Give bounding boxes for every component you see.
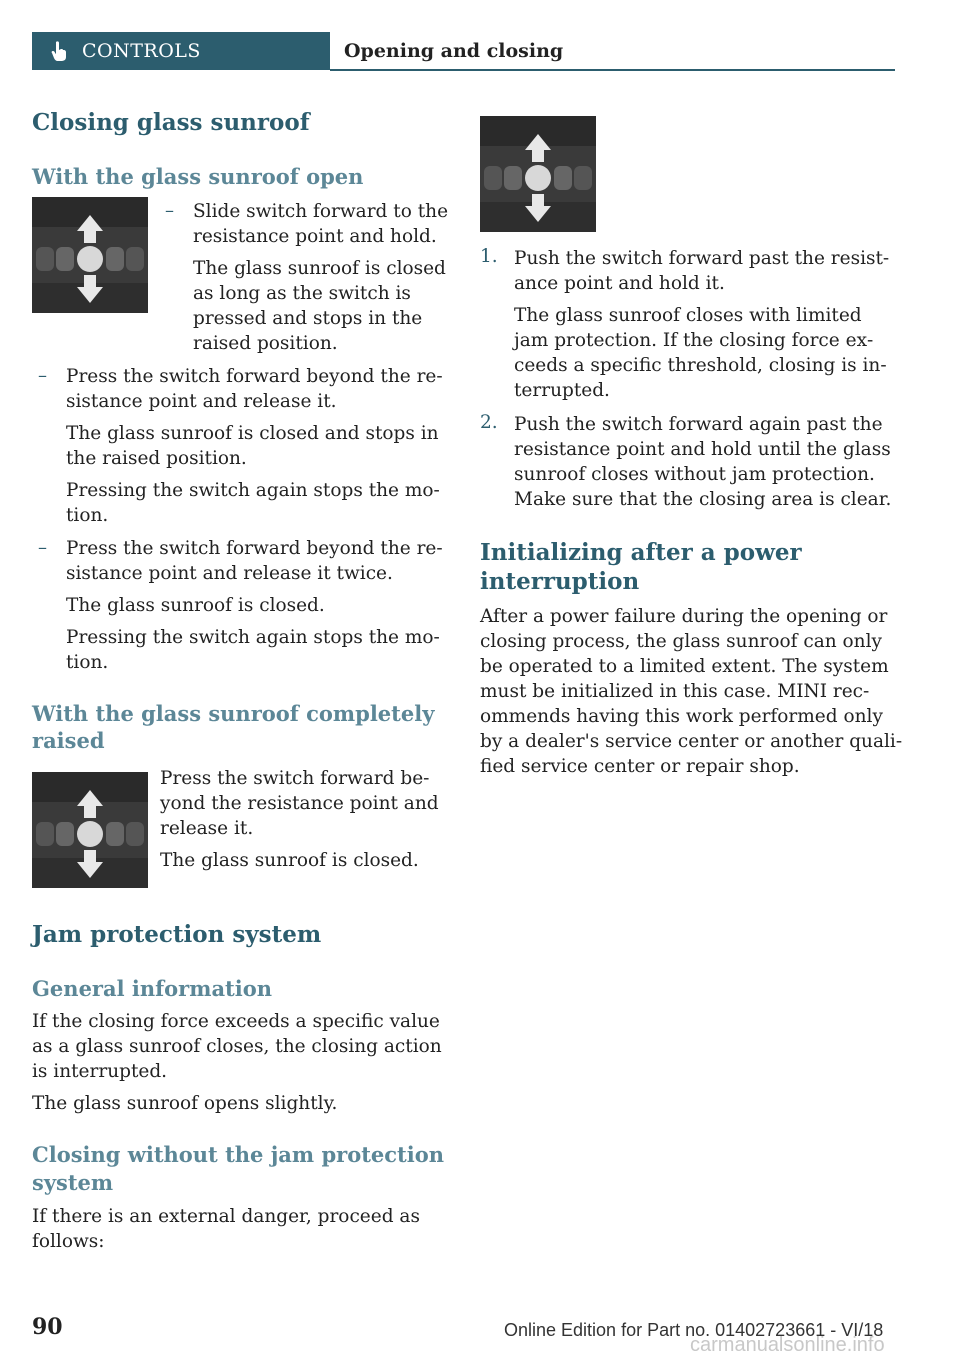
text-line: Pressing the switch again stops the mo‐ [66,480,440,501]
text-line: must be initialized in this case. MINI rec‐ [480,681,870,702]
text-line: resistance point and hold. [193,226,437,247]
section-label: CONTROLS [82,40,201,62]
step-number: 2. [480,412,498,433]
heading-completely-raised: With the glass sunroof completely [32,701,435,726]
watermark: carmanualsonline.info [690,1334,885,1356]
text-line: be operated to a limited extent. The system [480,656,889,677]
text-line: as a glass sunroof closes, the closing action [32,1036,442,1057]
text-line: resistance point and hold until the glass [514,439,891,460]
text-line: Push the switch forward past the resist‐ [514,248,890,269]
page-header [32,32,895,70]
text-line: yond the resistance point and [160,793,439,814]
text-line: release it. [160,818,254,839]
text-line: The glass sunroof is closed. [160,850,419,871]
step-number: 1. [480,246,498,267]
text-line: Press the switch forward be‐ [160,768,430,789]
text-line: raised position. [193,333,338,354]
text-line: follows: [32,1231,105,1252]
bullet-dash: – [38,365,47,386]
text-line: the raised position. [66,448,247,469]
text-line: closing process, the glass sunroof can only [480,631,882,652]
text-line: Press the switch forward beyond the re‐ [66,366,443,387]
heading-closing-glass-sunroof: Closing glass sunroof [32,109,310,136]
heading-closing-without-jam-cont: system [32,1170,114,1195]
sunroof-switch-image [32,772,148,888]
text-line: as long as the switch is [193,283,411,304]
text-line: After a power failure during the opening or [480,606,888,627]
section-tab [32,32,330,70]
heading-closing-without-jam: Closing without the jam protection [32,1142,445,1167]
page-title: Opening and closing [344,40,564,62]
text-line: sunroof closes without jam protection. [514,464,875,485]
bullet-dash: – [165,200,174,221]
heading-jam-protection: Jam protection system [32,921,322,948]
heading-initializing-cont: interruption [480,568,640,595]
text-line: The glass sunroof is closed [193,258,446,279]
text-line: Pressing the switch again stops the mo‐ [66,627,440,648]
text-line: Push the switch forward again past the [514,414,883,435]
text-line: is interrupted. [32,1061,168,1082]
sunroof-switch-image [32,197,148,313]
text-line: tion. [66,505,109,526]
text-line: Slide switch forward to the [193,201,449,222]
text-line: pressed and stops in the [193,308,423,329]
edition-footer: Online Edition for Part no. 01402723661 - VI/18 [504,1320,884,1340]
heading-general-information: General information [32,976,273,1001]
text-line: Make sure that the closing area is clear. [514,489,892,510]
heading-with-sunroof-open: With the glass sunroof open [32,164,364,189]
heading-completely-raised-cont: raised [32,728,105,753]
text-line: terrupted. [514,380,610,401]
text-line: If there is an external danger, proceed as [32,1206,420,1227]
text-line: ance point and hold it. [514,273,725,294]
text-line: sistance point and release it. [66,391,337,412]
text-line: sistance point and release it twice. [66,563,393,584]
text-line: ommends having this work performed only [480,706,883,727]
text-line: ceeds a specific threshold, closing is in‐ [514,355,887,376]
bullet-dash: – [38,537,47,558]
sunroof-switch-image [480,116,596,232]
header-rule [330,69,895,71]
text-line: by a dealer's service center or another quali‐ [480,731,903,752]
text-line: The glass sunroof closes with limited [514,305,862,326]
text-line: If the closing force exceeds a specific value [32,1011,440,1032]
text-line: tion. [66,652,109,673]
text-line: fied service center or repair shop. [480,756,800,777]
hand-pointer-icon [48,40,70,62]
heading-initializing: Initializing after a power [480,539,802,566]
text-line: The glass sunroof opens slightly. [32,1093,338,1114]
page-number: 90 [32,1314,63,1340]
text-line: The glass sunroof is closed and stops in [66,423,439,444]
text-line: jam protection. If the closing force ex‐ [514,330,874,351]
text-line: The glass sunroof is closed. [66,595,325,616]
text-line: Press the switch forward beyond the re‐ [66,538,443,559]
